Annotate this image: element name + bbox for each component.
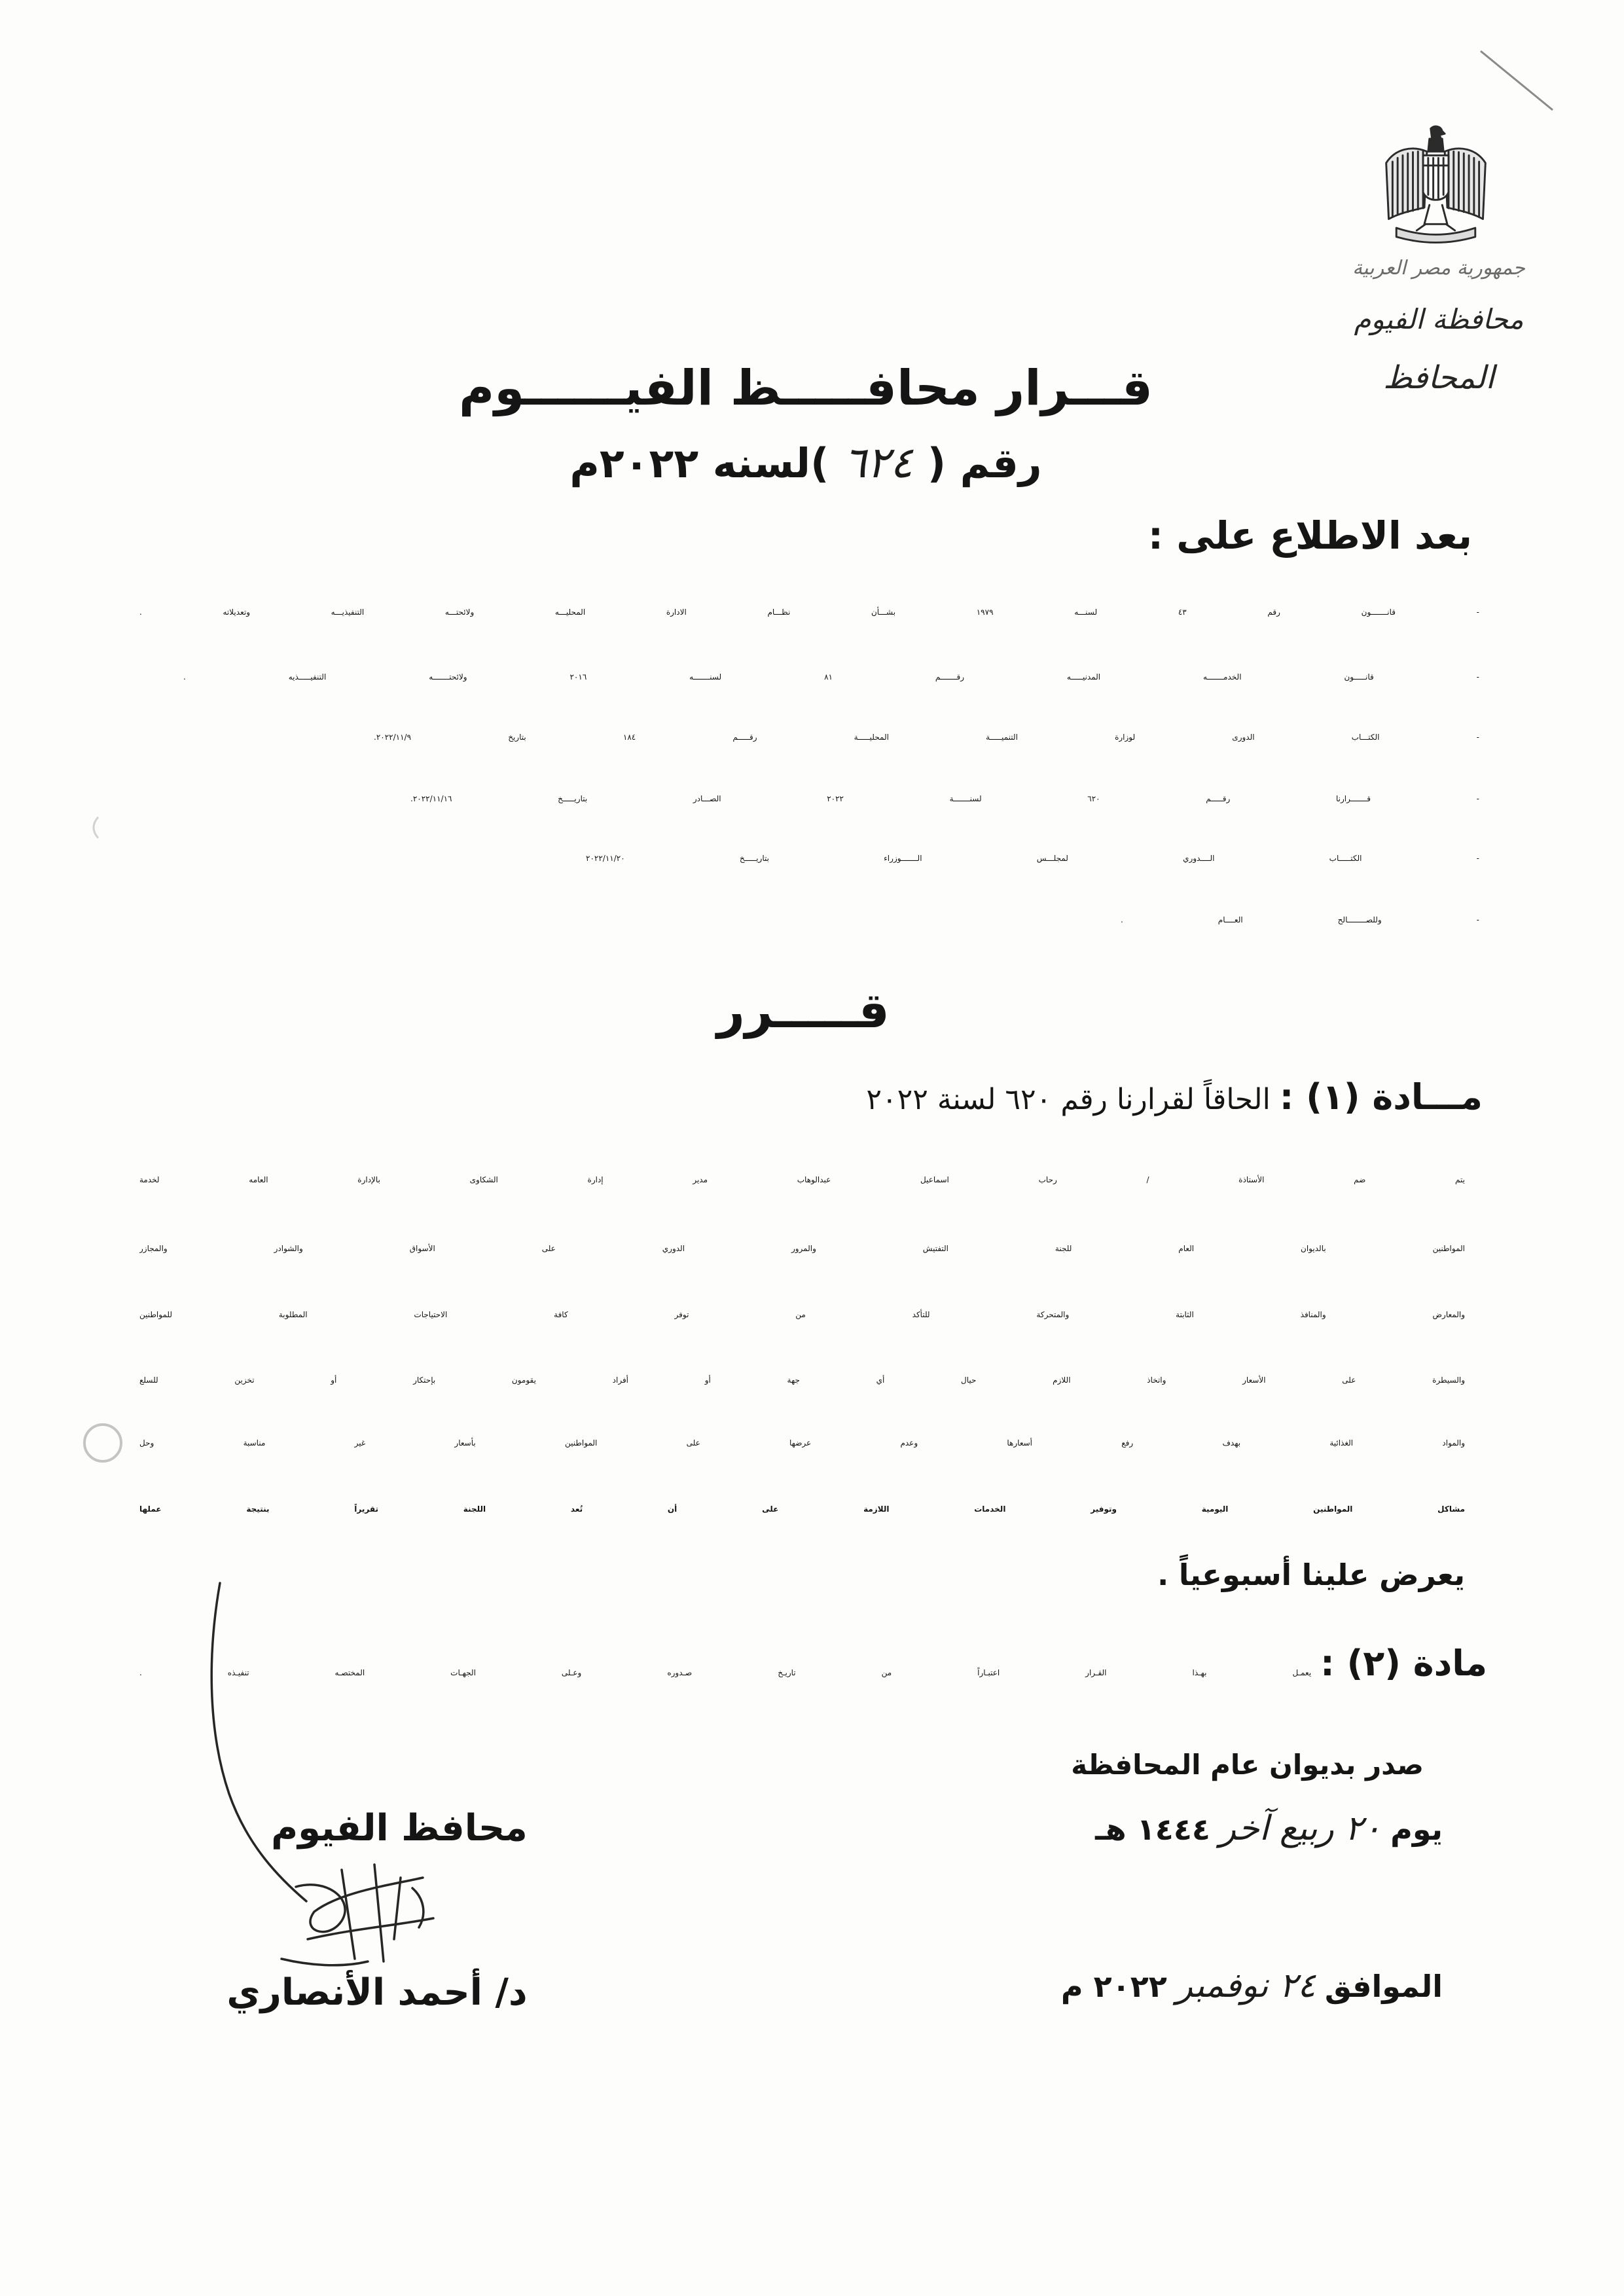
preamble-item: - الكتـــــاب الــــدوري لمجلـــس الـــــــوزراء بتاريـــــخ ٢٠٢٢/١١/٢٠ <box>586 854 1479 863</box>
signatory-name: د/ أحمد الأنصاري <box>226 1971 528 2014</box>
decree-number-suffix: )لسنه ٢٠٢٢م <box>569 439 829 487</box>
gregorian-handwritten: ٢٤ نوفمبر <box>1176 1966 1316 2005</box>
body-line: يعرض علينا أسبوعياً . <box>1157 1558 1465 1592</box>
preamble-item: - قانـــــــون رقم ٤٣ لسنـــه ١٩٧٩ بشـــأن نظـــام الادارة المحليـــه ولائحتـــه التنفيذيـــه وتعديلاته . <box>139 608 1479 617</box>
decree-number <box>393 432 1219 494</box>
hijri-prefix: يوم <box>1390 1812 1443 1847</box>
punch-hole-mark <box>84 1425 121 1461</box>
issued-at: صدر بديوان عام المحافظة <box>1071 1749 1424 1781</box>
body-line: والمعارض والمنافذ الثابتة والمتحركة للتأكد من توفر كافة الاحتياجات المطلوبة للمواطنين <box>139 1310 1465 1319</box>
body-line: المواطنين بالديوان العام للجنة التفتيش والمرور الدوري على الأسواق والشوادر والمجازر <box>139 1244 1465 1253</box>
signatory-title: محافظ الفيوم <box>271 1807 528 1850</box>
gregorian-suffix: ٢٠٢٢ م <box>1060 1969 1167 2004</box>
header-governorate: محافظة الفيوم <box>1354 303 1524 335</box>
body-line: مشاكل المواطنين اليومية وتوفير الخدمات اللازمة على أن تُعد اللجنة تقريراً بنتيجة عملها <box>139 1504 1465 1514</box>
article-2-text: يعمـل بهـذا القـرار اعتبـاراً من تاريـخ صـدوره وعـلى الجهـات المختصـه تنفيـذه . <box>139 1668 1312 1677</box>
scan-diagonal-mark <box>1481 51 1553 110</box>
article-1-heading <box>866 1072 1483 1122</box>
body-line: والمواد الغذائية بهدف رفع أسعارها وعدم عرضها على المواطنين بأسعار غير مناسبة وحل <box>139 1438 1465 1448</box>
preamble-item: - الكتـــاب الدورى لوزارة التنميـــــة المحليـــــة رقـــــم ١٨٤ بتاريخ ٢٠٢٢/١١/٩. <box>374 733 1479 742</box>
hijri-date <box>1095 1804 1443 1853</box>
header-office: المحافظ <box>1383 359 1494 396</box>
gregorian-date <box>1061 1961 1443 2011</box>
preamble-item: - قـــــــرارنا رقـــــم ٦٢٠ لسنـــــــة ٢٠٢٢ الصـــادر بتاريـــــخ ٢٠٢٢/١١/١٦. <box>410 794 1479 803</box>
decision-heading: قـــــرر <box>717 983 890 1039</box>
decree-title: قـــرار محافـــــظ الفيــــــوم <box>459 360 1153 416</box>
gregorian-prefix: الموافق <box>1324 1969 1443 2004</box>
article-1-lead: الحاقاً لقرارنا رقم ٦٢٠ لسنة ٢٠٢٢ <box>866 1083 1271 1116</box>
article-2 <box>139 1639 1487 1688</box>
header-country: جمهورية مصر العربية <box>1352 257 1525 280</box>
article-2-label: مادة (٢) : <box>1320 1643 1487 1684</box>
hijri-handwritten: ٢٠ ربيع آخر <box>1219 1809 1382 1848</box>
body-line: يتم ضم الأستاذة / رحاب اسماعيل عبدالوهاب مدير إدارة الشكاوى بالإدارة العامه لخدمة <box>139 1175 1465 1184</box>
eagle-emblem-icon <box>1379 122 1493 247</box>
preamble-item: - قانـــــون الخدمـــــــه المدنيـــــه رقـــــــم ٨١ لسنـــــــه ٢٠١٦ ولائحتـــــــه التنفيـــــذيه . <box>183 672 1479 682</box>
scan-edge-mark <box>94 817 98 838</box>
preamble-heading: بعد الاطلاع على : <box>1147 513 1472 558</box>
hijri-suffix: ١٤٤٤ هـ <box>1095 1812 1211 1847</box>
body-line: والسيطرة على الأسعار واتخاذ اللازم حيال أي جهة أو أفراد يقومون بإحتكار أو تخزين للسلع <box>139 1376 1465 1385</box>
decree-number-prefix: رقم ( <box>927 439 1042 487</box>
article-1-label: مـــادة (١) : <box>1279 1076 1483 1118</box>
preamble-item: - وللصــــــــالح العــــام . <box>1121 915 1479 924</box>
decree-number-handwritten: ٦٢٤ <box>843 437 913 488</box>
